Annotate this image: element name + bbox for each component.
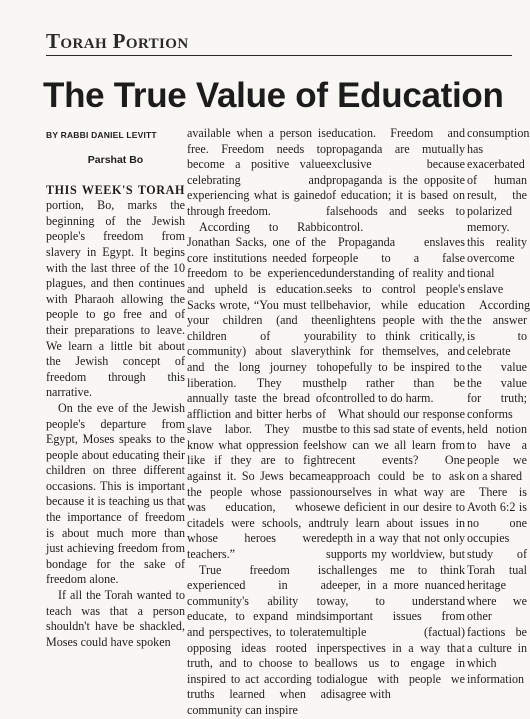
paragraph: available when a person is free. Freedom needs to become a positive value celebrating and experiencing what is gained through freedom. xyxy=(187,126,326,218)
paragraph: According to Rabbi Jonathan Sacks, one of the core institutions needed for freedom to be experienced and upheld is education. Sacks wrote, “You must tell your children (and the children of your community) about slavery and the long journey to liberation. They must annually taste the bread of affliction and bitter herbs of slave labor. They must know what oppression feels like if they are to fight against it. So Jews became the people whose passion was education, whose citadels were schools, and whose heroes were teachers.” xyxy=(187,219,326,562)
section-rule xyxy=(46,55,512,56)
paragraph: There is Avoth 6:2 is no one occupies study of Torah tual heritage where we other factions be a culture in which information xyxy=(467,484,527,686)
paragraph: education. Freedom and propaganda are mutually exclusive because propaganda is the opposite of education; it is based on falsehoods and seeks to control. xyxy=(326,126,465,234)
paragraph: Propaganda enslaves people to a false understanding of reality and seeks to control people's behavior, while education enlightens people with the ability to think critically, think for themselves, and hopefully to be inspired to help rather than be controlled to do harm. xyxy=(326,235,465,406)
paragraph: What should our response be to this sad state of events, how can we all learn from recent events? One approach could be to ask ourselves in what way are we deficient in our desire to truly learn about issues in depth in a way that not only supports my worldview, but challenges me to think deeper, in a more nuanced way, to understand important issues from multiple (factual) perspectives in a way that allows us to engage in dialogue with people we disagree with xyxy=(326,406,465,702)
article-headline: The True Value of Education xyxy=(43,76,504,115)
paragraph xyxy=(46,183,185,401)
paragraph: True freedom is experienced in a community's ability to educate, to expand minds and perspectives, to tolerate opposing ideas rooted in truth, and to choose to be inspired to act according to truths learned when a community can inspire xyxy=(187,562,326,717)
paragraph: On the eve of the Jewish people's departure from Egypt, Moses speaks to the people about educating their children on three different occasions. This is important because it is teaching us that the importance of freedom is about much more than just achieving freedom from bondage for the sake of freedom alone. xyxy=(46,400,185,587)
subhead: Parshat Bo xyxy=(87,154,144,166)
article-column-1 xyxy=(46,126,185,649)
paragraph: According the answer is to celebrate the value the value for truth; conforms held notion to have a people we on a shared xyxy=(467,297,530,484)
article-column-2 xyxy=(187,126,326,717)
section-label: Torah Portion xyxy=(46,29,189,53)
lead-caps: THIS WEEK'S TORAH xyxy=(46,182,185,197)
paragraph: consumption has exacerbated of human result, the polarized memory. this reality overcome tional enslave xyxy=(467,126,530,296)
paragraph: If all the Torah wanted to teach was that a person shouldn't have be shackled, Moses could have spoken xyxy=(46,588,185,649)
article-column-3 xyxy=(326,126,465,702)
article-column-4 xyxy=(467,126,530,686)
lead-text: portion, Bo, marks the beginning of the Jewish people's freedom from slavery in Egypt. It begins with the last three of the 10 plagues, and then continues with Pharaoh allowing the people to go free and of their preparations to leave. We learn a little bit about the Jewish concept of freedom through this narrative. xyxy=(46,198,185,400)
byline: BY RABBI DANIEL LEVITT xyxy=(46,130,157,140)
